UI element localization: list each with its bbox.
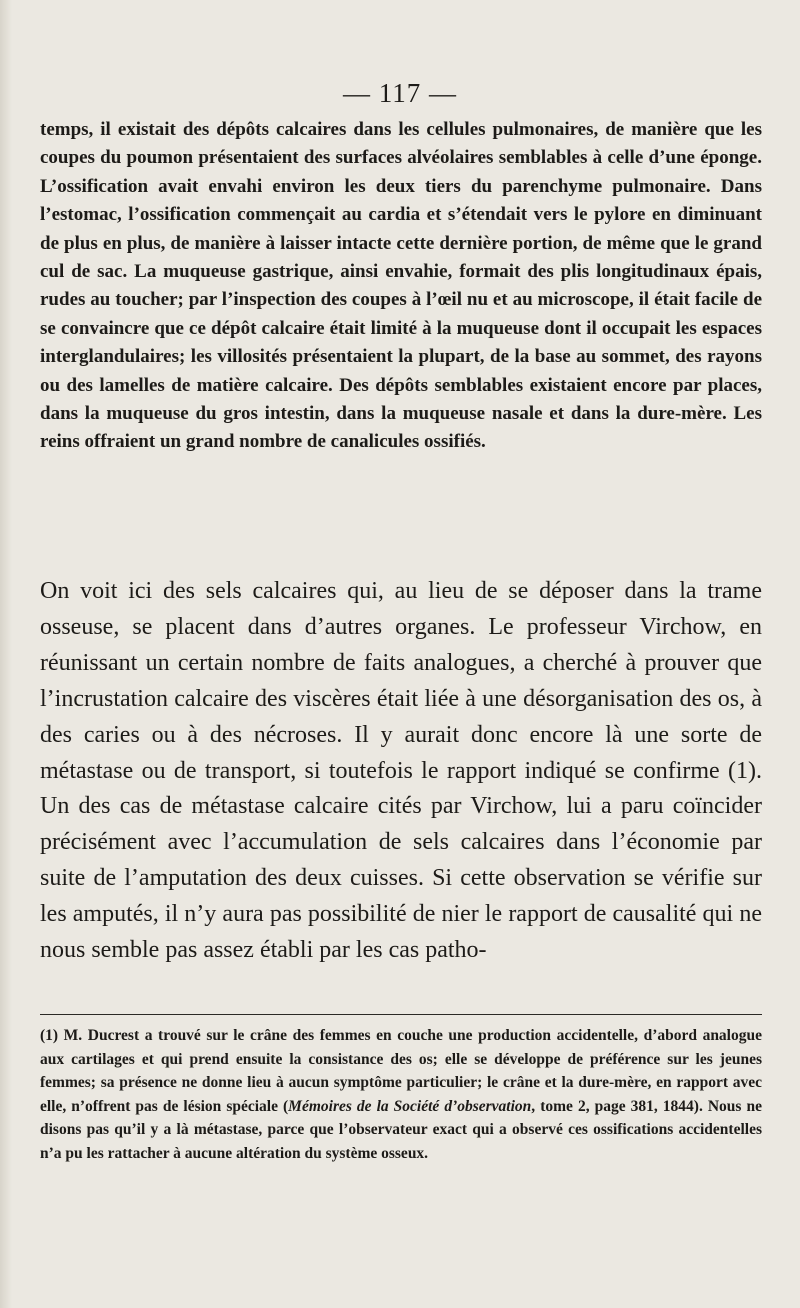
footnote bbox=[40, 1024, 762, 1166]
footnote-marker: (1) bbox=[40, 1027, 59, 1044]
paragraph-1: temps, il existait des dépôts calcaires dans les cellules pulmonaires, de manière que les coupes du poumon présentaient des surfaces alvéolaires semblables à celle d’une éponge. L’ossification avait envahi environ les deux tiers du parenchyme pulmonaire. Dans l’estomac, l’ossification commençait au cardia et s’étendait vers le pylore en diminuant de plus en plus, de manière à laisser intacte cette dernière portion, de même que le grand cul de sac. La muqueuse gastrique, ainsi envahie, formait des plis longitudinaux épais, rudes au toucher; par l’inspection des coupes à l’œil nu et au microscope, il était facile de se convaincre que ce dépôt calcaire était limité à la muqueuse dont il occupait les espaces interglandulaires; les villosités présentaient la plupart, de la base au sommet, des rayons ou des lamelles de matière calcaire. Des dépôts semblables existaient encore par places, dans la muqueuse du gros intestin, dans la muqueuse nasale et dans la dure-mère. Les reins offraient un grand nombre de canalicules ossifiés. bbox=[40, 119, 762, 453]
footnote-text-after: , tome 2, page 381, 1844). Nous ne disons pas qu’il y a là métastase, parce que l’observateur exact qui a observé ces ossifications accidentelles n’a pu les rattacher à aucune altération du système osseux. bbox=[40, 1097, 762, 1162]
body-paragraph-small bbox=[40, 116, 762, 457]
footnote-text bbox=[40, 1024, 762, 1166]
footnote-text-before: M. Ducrest a trouvé sur le crâne des femmes en couche une production accidentelle, d’abord analogue aux cartilages et qui prend ensuite la consistance des os; elle se développe de préférence sur les jeunes femmes; sa présence ne donne lieu à aucun symptôme particulier; le crâne et la dure-mère, en rapport avec elle, n’offrent pas de lésion spéciale ( bbox=[40, 1027, 762, 1115]
page-edge bbox=[0, 0, 12, 1308]
footnote-divider bbox=[40, 1014, 762, 1015]
body-paragraph-large bbox=[40, 574, 762, 969]
page-number: — 117 — bbox=[343, 78, 457, 108]
paragraph-2: On voit ici des sels calcaires qui, au lieu de se déposer dans la trame osseuse, se placent dans d’autres organes. Le professeur Virchow, en réunissant un certain nombre de faits analogues, a cherché à prouver que l’incrustation calcaire des viscères était liée à une désorganisation des os, à des caries ou à des nécroses. Il y aurait donc encore là une sorte de métastase ou de transport, si toutefois le rapport indiqué se confirme (1). Un des cas de métastase calcaire cités par Virchow, lui a paru coïncider précisément avec l’accumulation de sels calcaires dans l’économie par suite de l’amputation des deux cuisses. Si cette observation se vérifie sur les amputés, il n’y aura pas possibilité de nier le rapport de causalité qui ne nous semble pas assez établi par les cas patho- bbox=[40, 578, 762, 964]
footnote-citation: Mémoires de la Société d’observation bbox=[288, 1097, 532, 1115]
